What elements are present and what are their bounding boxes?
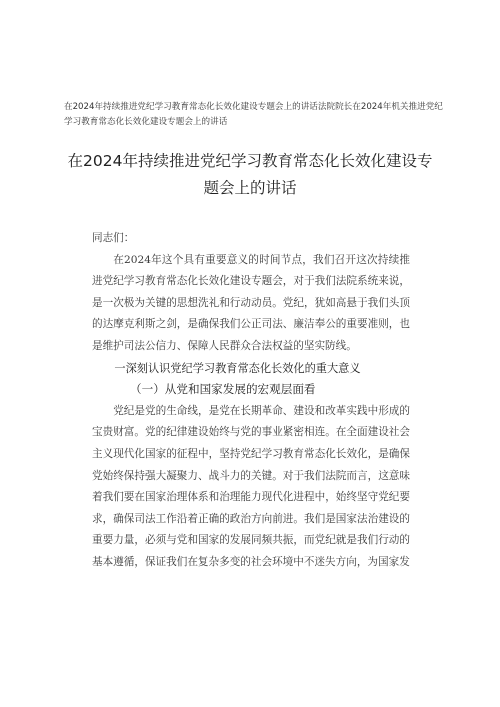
subsection-heading: （一）从党和国家发展的宏观层面看 [130, 382, 316, 397]
document-header: 在2024年持续推进党纪学习教育常态化长效化建设专题会上的讲话法院院长在2024年机关推进党纪学习教育常态化长效化建设专题会上的讲话 [64, 102, 443, 127]
salutation: 同志们： [92, 232, 135, 244]
section-heading: 一深刻认识党纪学习教育常态化长效化的重大意义 [114, 361, 361, 375]
document-title: 在2024年持续推进党纪学习教育常态化长效化建设专题会上的讲话 [67, 152, 433, 197]
document-body [92, 228, 410, 574]
paragraph-section-1: 党纪是党的生命线，是党在长期革命、建设和改革实践中形成的宝贵财富。党的纪律建设始终与党的事业紧密相连。在全面建设社会主义现代化国家的征程中，坚持党纪学习教育常态化长效化，是确保党始终保持强大凝聚力、战斗力的关键。对于我们法院而言，这意味着我们要在国家治理体系和治理能力现代化进程中，始终坚守党纪要求，确保司法工作沿着正确的政治方向前进。我们是国家法治建设的重要力量，必须与党和国家的发展同频共振，而党纪就是我们行动的基本遵循，保证我们在复杂多变的社会环境中不迷失方向，为国家发 [92, 404, 410, 568]
paragraph-intro: 在2024年这个具有重要意义的时间节点，我们召开这次持续推进党纪学习教育常态化长效化建设专题会，对于我们法院系统来说，是一次极为关键的思想洗礼和行动动员。党纪，犹如高悬于我们头顶的达摩克利斯之剑，是确保我们公正司法、廉洁奉公的重要准则，也是维护司法公信力、保障人民群众合法权益的坚实防线。 [92, 253, 410, 352]
